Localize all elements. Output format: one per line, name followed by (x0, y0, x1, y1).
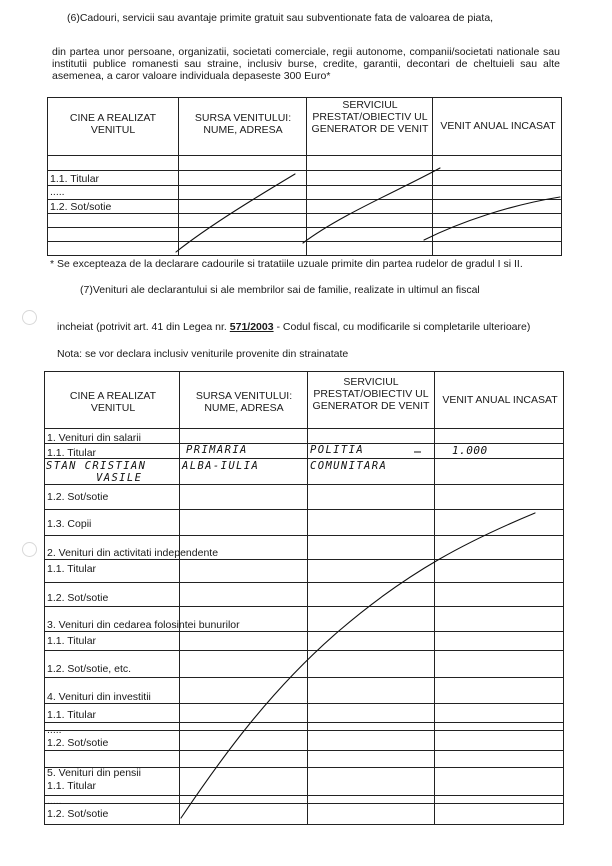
s6-row-spouse: 1.2. Sot/sotie (50, 201, 112, 213)
s7-row-property-spouse: 1.2. Sot/sotie, etc. (47, 663, 132, 675)
s7-row-property-titular: 1.1. Titular (47, 635, 97, 647)
s6-header-income: VENIT ANUAL INCASAT (440, 120, 556, 132)
s7-row-salaries-children: 1.3. Copii (47, 518, 92, 530)
s6-header-service: SERVICIUL PRESTAT/OBIECTIV UL GENERATOR DE VENIT (311, 99, 429, 135)
s7-row-independent-spouse: 1.2. Sot/sotie (47, 592, 109, 604)
section6-footnote: * Se excepteaza de la declarare cadourile si tratatiile uzuale primite din partea rudelor de gradul I si II. (50, 258, 523, 270)
handwritten-source-line1: PRIMARIA (186, 444, 248, 456)
s7-row-pensions-dots: ..... (47, 795, 62, 807)
section6-body: din partea unor persoane, organizatii, societati comerciale, regii autonome, companii/societati nationale sau institutii publice romanesti sau straine, inclusiv burse, credite, garantii, decontari de cheltuieli sau alte asemenea, a caror valoare individuala depaseste 300 Euro* (52, 46, 560, 82)
s7-row-independent: 2. Venituri din activitati independente (47, 547, 219, 559)
law-reference: 571/2003 (229, 321, 274, 333)
s7-row-pensions-titular: 1.1. Titular (47, 780, 97, 792)
s7-row-salaries-spouse: 1.2. Sot/sotie (47, 491, 109, 503)
handwritten-source-line2: ALBA-IULIA (182, 460, 260, 472)
s7-row-independent-titular: 1.1. Titular (47, 563, 97, 575)
handwritten-service-line2: COMUNITARA (310, 460, 388, 472)
s7-header-service: SERVICIUL PRESTAT/OBIECTIV UL GENERATOR DE VENIT (312, 376, 430, 412)
section6-heading: (6)Cadouri, servicii sau avantaje primite gratuit sau subventionate fata de valoarea de piata, (67, 12, 494, 24)
s7-row-salaries: 1. Venituri din salarii (47, 432, 141, 444)
section7-note: Nota: se vor declara inclusiv veniturile provenite din strainatate (57, 348, 349, 360)
handwritten-service-line1: POLITIA (310, 444, 365, 456)
s7-row-investments-titular: 1.1. Titular (47, 709, 97, 721)
s7-header-source: SURSA VENITULUI: NUME, ADRESA (195, 390, 293, 414)
handwritten-amount: 1.000 (452, 444, 488, 457)
s7-row-investments: 4. Venituri din investitii (47, 691, 151, 703)
s6-header-source: SURSA VENITULUI: NUME, ADRESA (194, 112, 292, 136)
s7-row-investments-dots: ..... (47, 724, 62, 736)
handwritten-name-line2: VASILE (96, 472, 143, 484)
s7-row-investments-spouse: 1.2. Sot/sotie (47, 737, 109, 749)
section7-heading: (7)Venituri ale declarantului si ale membrilor sai de familie, realizate in ultimul an fiscal (80, 284, 480, 296)
s6-header-who: CINE A REALIZAT VENITUL (69, 112, 157, 136)
s7-row-salaries-titular: 1.1. Titular (47, 447, 97, 459)
s6-row-dots: ..... (50, 186, 65, 198)
s7-header-who: CINE A REALIZAT VENITUL (69, 390, 157, 414)
s7-row-pensions: 5. Venituri din pensii (47, 767, 141, 779)
s7-header-income: VENIT ANUAL INCASAT (442, 394, 558, 406)
handwritten-name-line1: STAN CRISTIAN (46, 460, 147, 472)
s7-row-pensions-spouse: 1.2. Sot/sotie (47, 808, 109, 820)
section7-body: incheiat (potrivit art. 41 din Legea nr. 571/2003 - Codul fiscal, cu modificarile si completarile ulterioare) (57, 321, 531, 333)
s6-row-titular: 1.1. Titular (50, 173, 100, 185)
s7-row-property: 3. Venituri din cedarea folosintei bunurilor (47, 619, 240, 631)
